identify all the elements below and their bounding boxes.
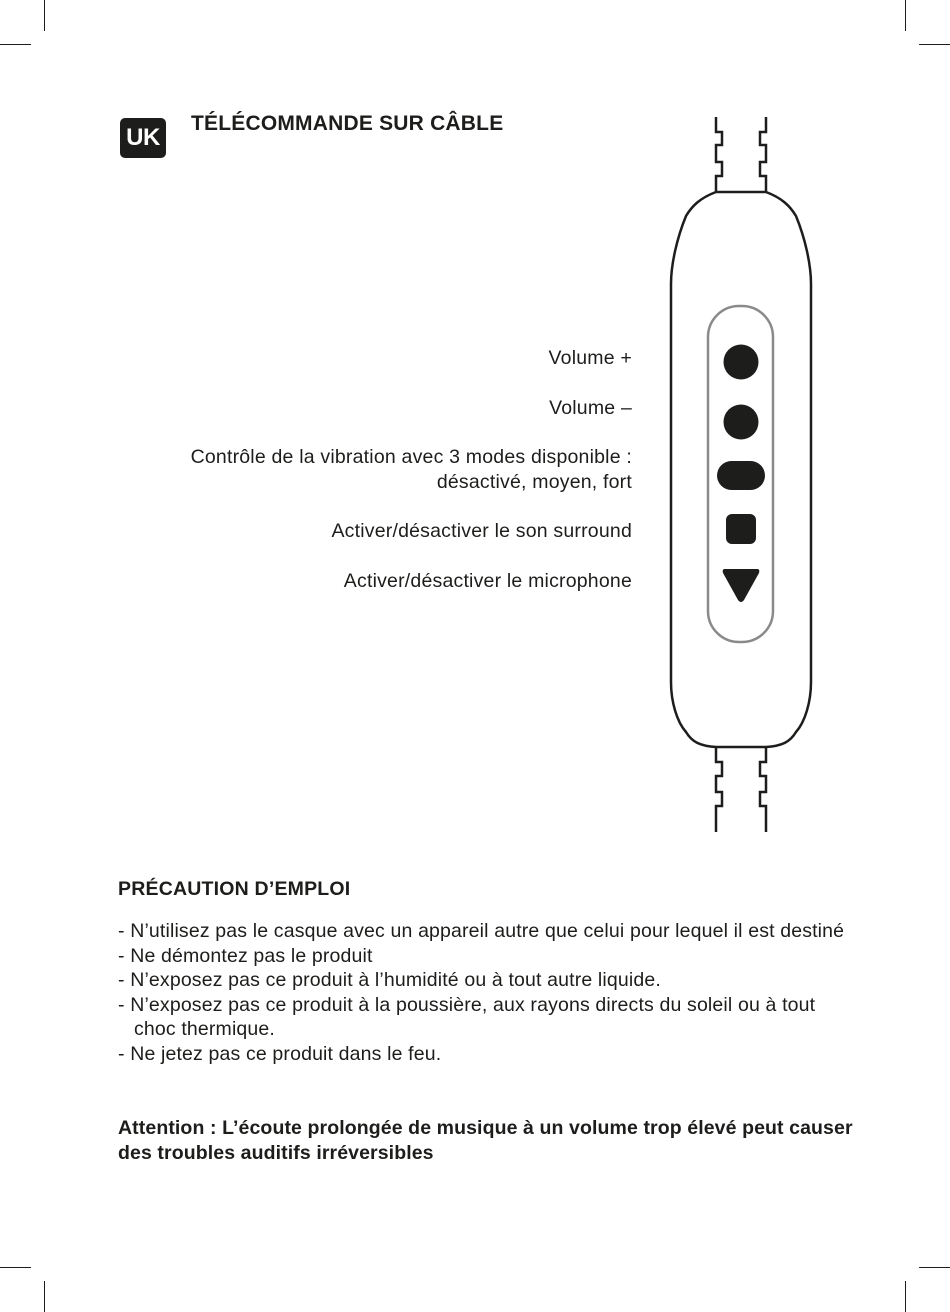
surround-button [726, 514, 756, 544]
crop-mark [905, 0, 906, 31]
microphone-button [723, 569, 760, 602]
volume-up-button [724, 345, 759, 380]
precautions-title: PRÉCAUTION D’EMPLOI [118, 878, 351, 900]
hearing-warning: Attention : L’écoute prolongée de musique à un volume trop élevé peut causer des troubles auditifs irréversibles [118, 1117, 853, 1164]
label-volume-down: Volume – [549, 397, 632, 419]
label-surround: Activer/désactiver le son surround [331, 520, 632, 542]
cable-left-top [716, 117, 722, 192]
label-volume-up: Volume + [548, 347, 632, 369]
language-badge: UK [120, 118, 166, 158]
crop-mark [0, 44, 31, 45]
crop-mark [44, 0, 45, 31]
cable-left-bottom [716, 747, 722, 832]
label-vibration-line1: Contrôle de la vibration avec 3 modes disponible : [190, 446, 632, 468]
crop-mark [919, 44, 950, 45]
vibration-button [717, 461, 765, 490]
crop-mark [0, 1267, 31, 1268]
crop-mark [919, 1267, 950, 1268]
list-item: - N’utilisez pas le casque avec un appareil autre que celui pour lequel il est destiné [118, 920, 845, 942]
cable-remote-illustration [660, 112, 820, 837]
label-microphone: Activer/désactiver le microphone [343, 570, 632, 592]
list-item: - N’exposez pas ce produit à l’humidité ou à tout autre liquide. [118, 969, 661, 992]
list-item: - N’exposez pas ce produit à la poussière, aux rayons directs du soleil ou à tout choc thermique. [118, 993, 816, 1041]
crop-mark [44, 1281, 45, 1312]
cable-right-bottom [760, 747, 766, 832]
volume-down-button [724, 405, 759, 440]
precautions-list [118, 919, 858, 1067]
list-item: - Ne jetez pas ce produit dans le feu. [118, 1042, 442, 1065]
label-vibration-line2: désactivé, moyen, fort [436, 471, 632, 493]
label-vibration [191, 445, 632, 495]
cable-right-top [760, 117, 766, 192]
page-title: TÉLÉCOMMANDE SUR CÂBLE [191, 112, 504, 135]
crop-mark [905, 1281, 906, 1312]
list-item: - Ne démontez pas le produit [118, 944, 373, 967]
